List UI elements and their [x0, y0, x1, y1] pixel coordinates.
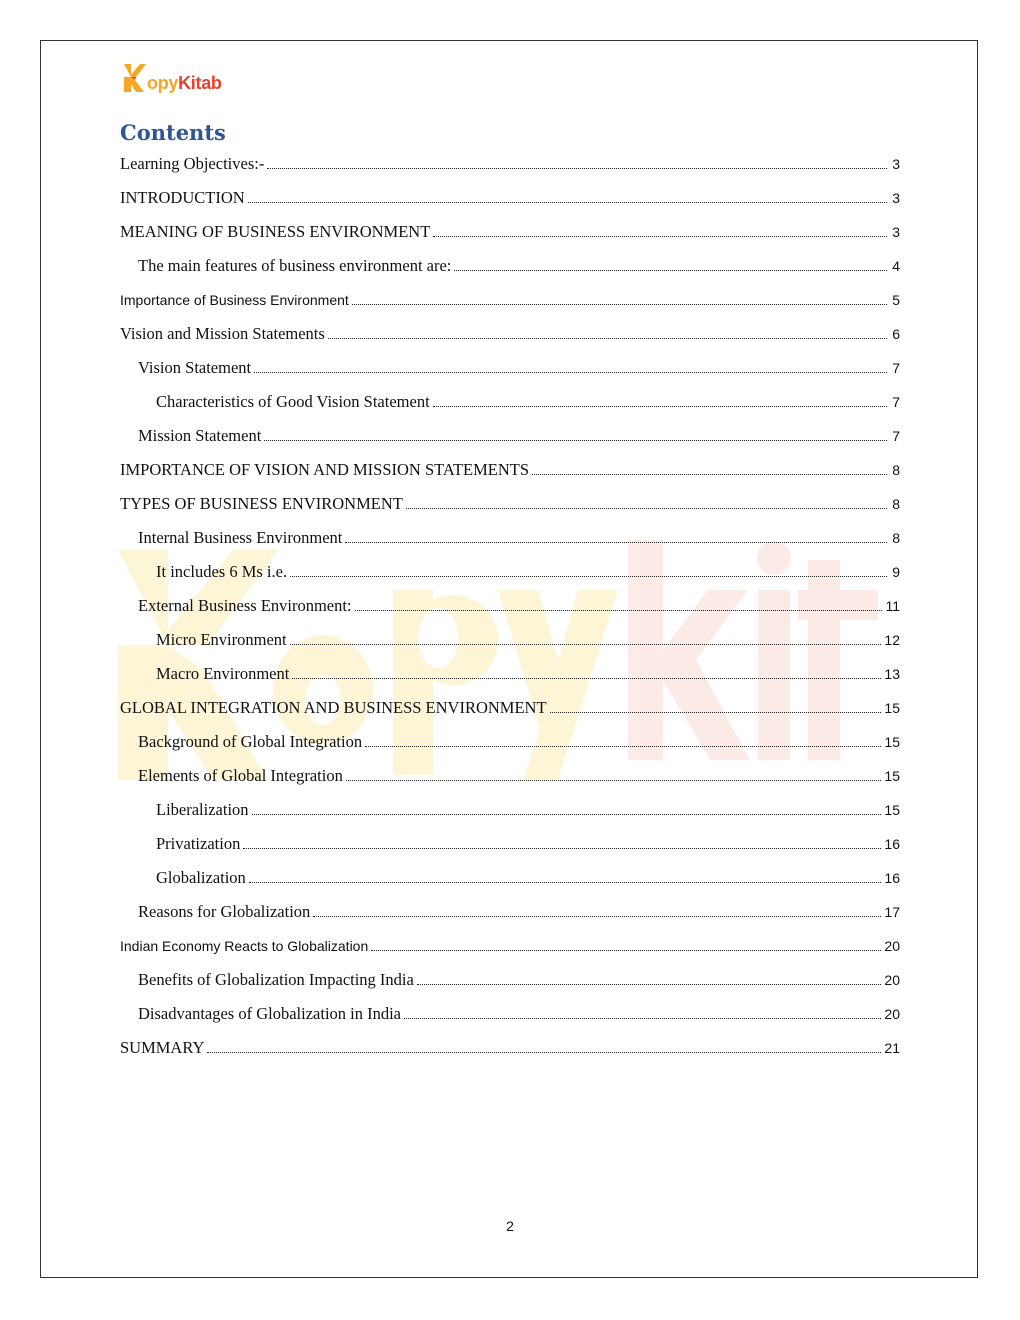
toc-entry-page: 15: [884, 700, 900, 716]
toc-entry-label: Indian Economy Reacts to Globalization: [120, 938, 369, 954]
toc-entry-label: MEANING OF BUSINESS ENVIRONMENT: [120, 222, 431, 241]
toc-dot-leader: [290, 644, 882, 645]
toc-dot-leader: [313, 916, 881, 917]
toc-entry-label: Characteristics of Good Vision Statement: [156, 392, 430, 411]
toc-entry-label: It includes 6 Ms i.e.: [156, 562, 288, 581]
toc-entry-label: Benefits of Globalization Impacting India: [138, 970, 414, 989]
table-of-contents: [120, 147, 900, 1065]
toc-entry-label: Disadvantages of Globalization in India: [138, 1004, 402, 1023]
toc-entry-label: External Business Environment:: [138, 596, 352, 615]
toc-entry[interactable]: [120, 351, 900, 385]
toc-entry[interactable]: [120, 963, 900, 997]
toc-dot-leader: [249, 882, 882, 883]
toc-entry-label: Background of Global Integration: [138, 732, 363, 751]
toc-entry-page: 9: [892, 564, 900, 580]
toc-entry-page: 8: [892, 462, 900, 478]
toc-entry-label: Globalization: [156, 868, 246, 887]
toc-entry-label: Internal Business Environment: [138, 528, 343, 547]
toc-dot-leader: [290, 576, 887, 577]
toc-entry-label: Micro Environment: [156, 630, 287, 649]
toc-dot-leader: [417, 984, 882, 985]
toc-entry-label: Importance of Business Environment: [120, 292, 349, 308]
toc-entry-page: 20: [884, 1006, 900, 1022]
toc-entry[interactable]: [120, 555, 900, 589]
toc-dot-leader: [404, 1018, 881, 1019]
toc-entry[interactable]: [120, 521, 900, 555]
toc-dot-leader: [355, 610, 883, 611]
toc-entry-label: IMPORTANCE OF VISION AND MISSION STATEMENTS: [120, 460, 530, 479]
toc-entry[interactable]: [120, 317, 900, 351]
toc-entry-page: 16: [884, 870, 900, 886]
toc-entry[interactable]: [120, 759, 900, 793]
toc-entry[interactable]: [120, 997, 900, 1031]
toc-dot-leader: [406, 508, 887, 509]
toc-entry[interactable]: [120, 725, 900, 759]
toc-entry-page: 15: [884, 802, 900, 818]
toc-entry-page: 21: [884, 1040, 900, 1056]
toc-entry-page: 15: [884, 734, 900, 750]
toc-entry-page: 16: [884, 836, 900, 852]
toc-entry-label: Macro Environment: [156, 664, 290, 683]
toc-dot-leader: [532, 474, 887, 475]
toc-entry-label: Liberalization: [156, 800, 249, 819]
toc-dot-leader: [267, 168, 887, 169]
toc-entry[interactable]: [120, 827, 900, 861]
toc-dot-leader: [550, 712, 882, 713]
toc-dot-leader: [252, 814, 882, 815]
toc-entry-label: Privatization: [156, 834, 241, 853]
toc-entry-page: 12: [884, 632, 900, 648]
toc-dot-leader: [292, 678, 881, 679]
toc-dot-leader: [365, 746, 881, 747]
toc-entry-page: 4: [892, 258, 900, 274]
toc-entry[interactable]: [120, 657, 900, 691]
toc-entry[interactable]: [120, 215, 900, 249]
page-number: 2: [506, 1218, 514, 1234]
toc-dot-leader: [248, 202, 887, 203]
toc-entry[interactable]: [120, 249, 900, 283]
toc-entry-label: Elements of Global Integration: [138, 766, 343, 785]
toc-entry[interactable]: [120, 147, 900, 181]
toc-entry[interactable]: [120, 623, 900, 657]
toc-entry-label: SUMMARY: [120, 1038, 205, 1057]
logo-wordmark: [147, 74, 222, 92]
toc-entry[interactable]: [120, 385, 900, 419]
toc-dot-leader: [207, 1052, 881, 1053]
toc-entry[interactable]: [120, 453, 900, 487]
toc-entry-page: 8: [892, 530, 900, 546]
toc-entry[interactable]: [120, 181, 900, 215]
toc-entry-page: 6: [892, 326, 900, 342]
toc-dot-leader: [328, 338, 887, 339]
logo-text-kitab: Kitab: [178, 73, 222, 93]
toc-entry-page: 15: [884, 768, 900, 784]
toc-entry-page: 3: [892, 156, 900, 172]
contents-heading: Contents: [120, 120, 226, 145]
toc-dot-leader: [454, 270, 887, 271]
toc-entry-label: Vision and Mission Statements: [120, 324, 325, 343]
toc-entry-page: 13: [884, 666, 900, 682]
toc-entry-page: 7: [892, 428, 900, 444]
toc-entry[interactable]: [120, 419, 900, 453]
toc-entry-label: Mission Statement: [138, 426, 262, 445]
toc-entry-page: 7: [892, 360, 900, 376]
toc-entry[interactable]: [120, 589, 900, 623]
toc-dot-leader: [371, 950, 881, 951]
toc-entry-page: 7: [892, 394, 900, 410]
toc-entry-page: 20: [884, 938, 900, 954]
toc-entry[interactable]: [120, 1031, 900, 1065]
toc-entry-page: 5: [892, 292, 900, 308]
toc-dot-leader: [346, 780, 882, 781]
toc-entry[interactable]: [120, 793, 900, 827]
logo-text-opy: opy: [147, 73, 179, 93]
toc-dot-leader: [433, 406, 887, 407]
toc-entry-label: INTRODUCTION: [120, 188, 245, 207]
toc-entry-page: 3: [892, 190, 900, 206]
brand-logo: [122, 60, 222, 94]
toc-entry-page: 3: [892, 224, 900, 240]
toc-entry-label: Reasons for Globalization: [138, 902, 311, 921]
toc-entry-page: 20: [884, 972, 900, 988]
toc-dot-leader: [345, 542, 887, 543]
toc-entry-label: Learning Objectives:-: [120, 154, 265, 173]
toc-entry-label: GLOBAL INTEGRATION AND BUSINESS ENVIRONMENT: [120, 698, 547, 717]
toc-entry-label: The main features of business environment are:: [138, 256, 452, 275]
toc-entry-label: Vision Statement: [138, 358, 252, 377]
toc-entry[interactable]: [120, 895, 900, 929]
logo-k-icon: [122, 62, 146, 94]
toc-entry[interactable]: [120, 861, 900, 895]
toc-dot-leader: [433, 236, 887, 237]
toc-entry[interactable]: [120, 929, 900, 963]
toc-entry[interactable]: [120, 283, 900, 317]
toc-dot-leader: [264, 440, 887, 441]
toc-entry[interactable]: [120, 487, 900, 521]
toc-dot-leader: [254, 372, 887, 373]
toc-entry-label: TYPES OF BUSINESS ENVIRONMENT: [120, 494, 403, 513]
toc-dot-leader: [352, 304, 887, 305]
toc-entry-page: 8: [892, 496, 900, 512]
toc-entry[interactable]: [120, 691, 900, 725]
toc-entry-page: 11: [885, 598, 900, 614]
toc-dot-leader: [243, 848, 881, 849]
toc-entry-page: 17: [884, 904, 900, 920]
